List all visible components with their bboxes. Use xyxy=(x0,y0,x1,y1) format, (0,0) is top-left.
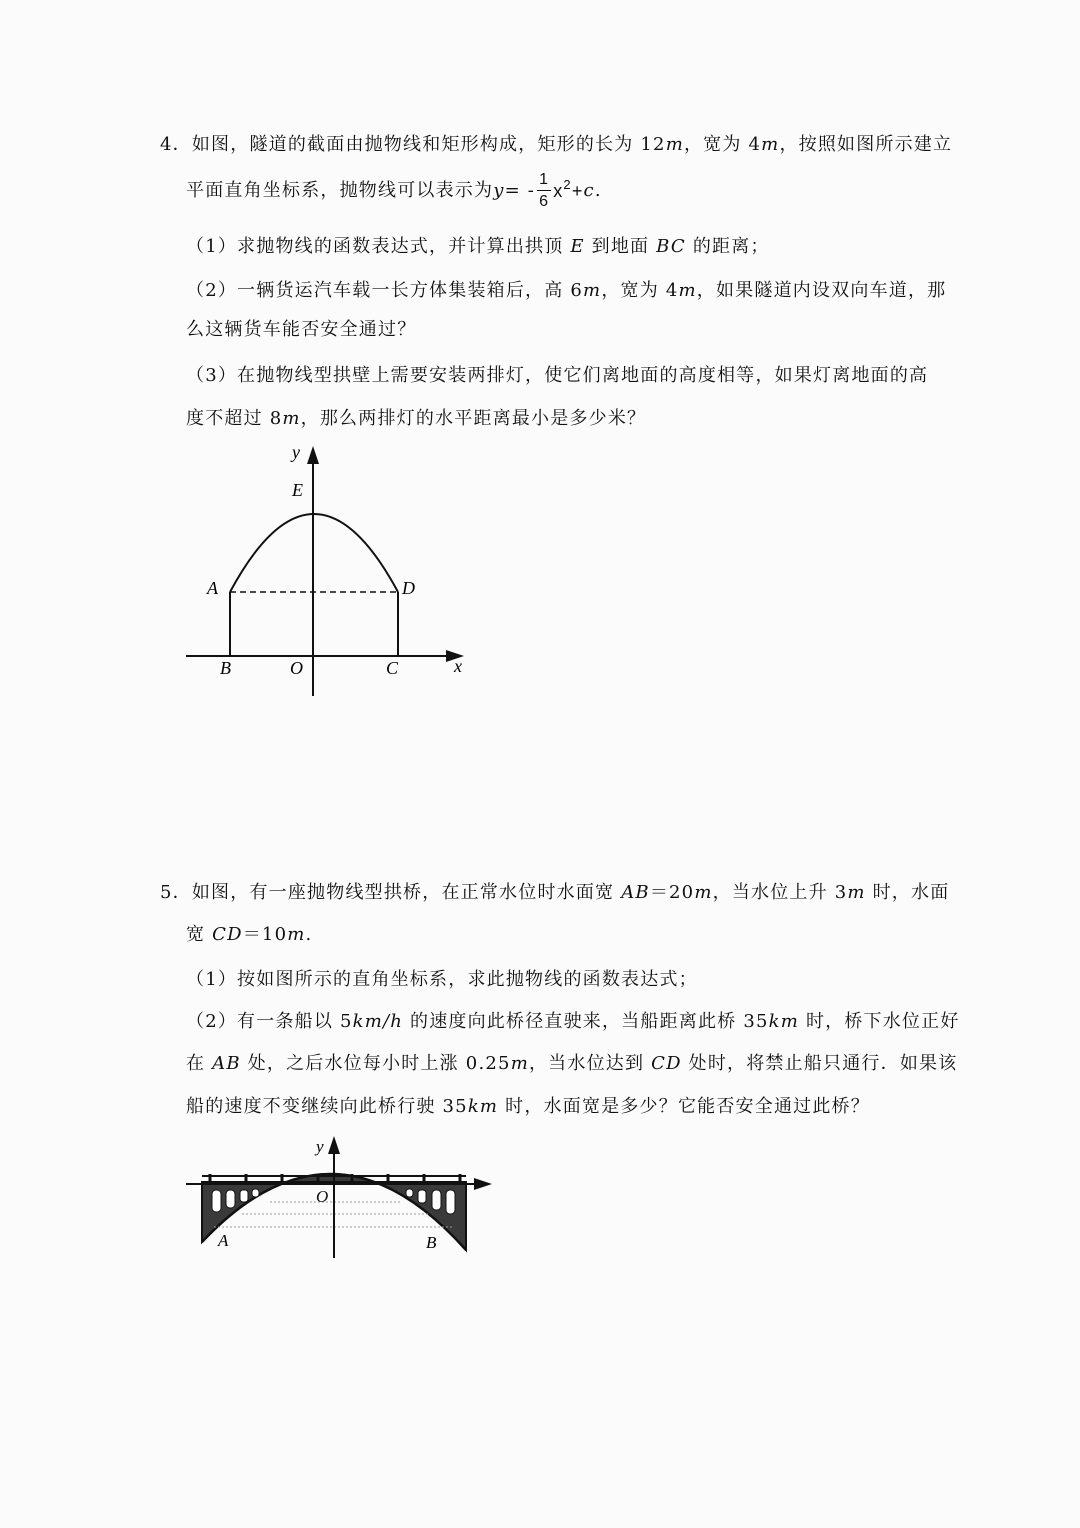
q4-part-1: （1）求抛物线的函数表达式，并计算出拱顶 E 到地面 BC 的距离； xyxy=(186,236,770,257)
q4-line-1: 4．如图，隧道的截面由抛物线和矩形构成，矩形的长为 12m，宽为 4m，按照如图所示建立 xyxy=(160,134,953,155)
q5-part-2-line-1: （2）有一条船以 5km/h 的速度向此桥径直驶来，当船距离此桥 35km 时，桥下水位正好 xyxy=(186,1011,960,1032)
window xyxy=(240,1190,248,1202)
window xyxy=(432,1190,441,1210)
q4-part-3-line-2: 度不超过 8m，那么两排灯的水平距离最小是多少米？ xyxy=(186,408,647,429)
label-D: D xyxy=(402,578,415,598)
x-axis-arrow xyxy=(474,1178,492,1190)
window xyxy=(406,1189,413,1197)
y-axis-arrow xyxy=(328,1136,340,1154)
label-A: A xyxy=(218,1231,229,1250)
window xyxy=(446,1190,455,1214)
q5-part-1: （1）按如图所示的直角坐标系，求此抛物线的函数表达式； xyxy=(186,969,698,990)
label-O: O xyxy=(290,658,303,678)
q4-part-2-line-2: 么这辆货车能否安全通过？ xyxy=(186,319,417,340)
q5-part-2-line-3: 船的速度不变继续向此桥行驶 35km 时，水面宽是多少？它能否安全通过此桥？ xyxy=(186,1096,870,1117)
label-B: B xyxy=(426,1233,437,1252)
q5-part-2-line-2: 在 AB 处，之后水位每小时上涨 0.25m，当水位达到 CD 处时，将禁止船只通行．如果该 xyxy=(186,1053,958,1074)
label-O: O xyxy=(316,1187,329,1206)
q4-part-3-line-1: （3）在抛物线型拱壁上需要安装两排灯，使它们离地面的高度相等，如果灯离地面的高 xyxy=(186,365,929,386)
label-B: B xyxy=(220,658,231,678)
tunnel-diagram xyxy=(180,440,480,710)
label-C: C xyxy=(386,658,399,678)
label-x: x xyxy=(454,656,462,676)
q4-line-2: 平面直角坐标系，抛物线可以表示为y= - $\frac{1}{6}$ $x^2+c$. xyxy=(186,171,602,210)
y-axis-arrow xyxy=(307,446,319,464)
window xyxy=(212,1190,221,1212)
bridge-diagram xyxy=(180,1132,510,1262)
q5-line-2: 宽 CD＝10m. xyxy=(186,924,313,945)
label-y: y xyxy=(292,442,300,462)
q5-line-1: 5．如图，有一座抛物线型拱桥，在正常水位时水面宽 AB＝20m，当水位上升 3m 时，水面 xyxy=(160,882,950,903)
q4-part-2-line-1: （2）一辆货运汽车载一长方体集装箱后，高 6m，宽为 4m，如果隧道内设双向车道，那 xyxy=(186,280,947,301)
window xyxy=(226,1190,235,1208)
window xyxy=(418,1190,426,1203)
window xyxy=(252,1189,259,1197)
label-E: E xyxy=(292,480,303,500)
label-y: y xyxy=(316,1137,324,1156)
fraction-one-sixth: $\frac{1}{6}$ xyxy=(539,171,550,210)
label-A: A xyxy=(207,578,218,598)
